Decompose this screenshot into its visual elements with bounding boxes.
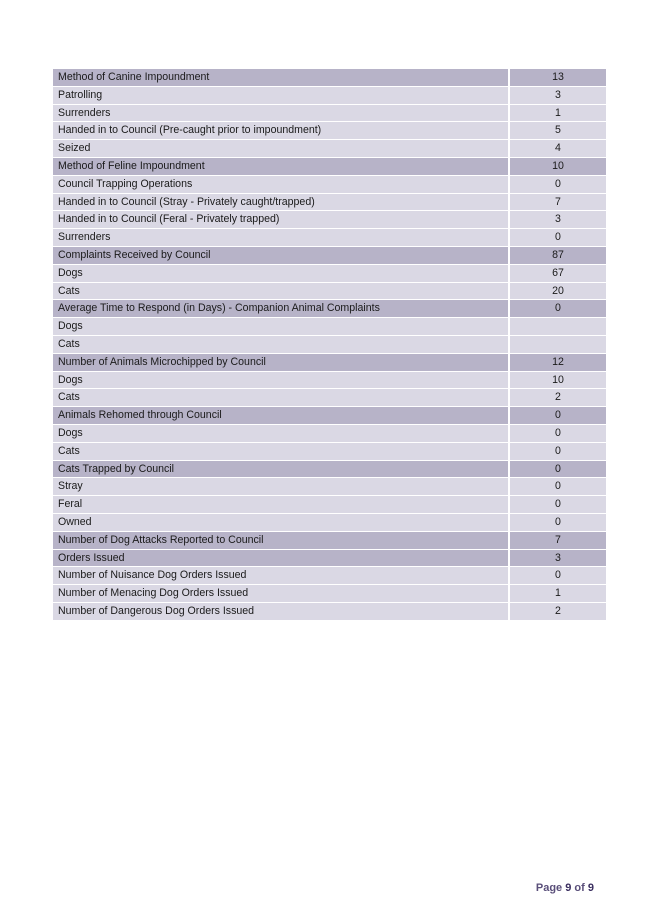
- row-label: Method of Feline Impoundment: [53, 157, 509, 175]
- page-word: Page: [535, 882, 563, 894]
- table-row: [53, 122, 606, 140]
- row-label: Number of Dog Attacks Reported to Council: [53, 531, 509, 549]
- of-word: of: [574, 882, 585, 894]
- section-header-row: [53, 157, 606, 175]
- table-row: [53, 371, 606, 389]
- row-label: Average Time to Respond (in Days) - Companion Animal Complaints: [53, 300, 509, 318]
- section-header-row: [53, 69, 606, 86]
- row-value: 0: [509, 513, 606, 531]
- page-number: [536, 882, 594, 894]
- table-row: [53, 282, 606, 300]
- row-value: 20: [509, 282, 606, 300]
- page-current: 9: [565, 882, 572, 894]
- row-label: Handed in to Council (Pre-caught prior to impoundment): [53, 122, 509, 140]
- row-label: Dogs: [53, 264, 509, 282]
- table-row: [53, 442, 606, 460]
- row-value: 0: [509, 496, 606, 514]
- row-value: 7: [509, 193, 606, 211]
- row-value: 3: [509, 86, 606, 104]
- stats-table-body: [53, 69, 606, 620]
- table-row: [53, 567, 606, 585]
- row-label: Seized: [53, 140, 509, 158]
- row-value: 0: [509, 424, 606, 442]
- section-header-row: [53, 246, 606, 264]
- table-row: [53, 140, 606, 158]
- table-row: [53, 478, 606, 496]
- row-value: 1: [509, 104, 606, 122]
- row-value: 10: [509, 157, 606, 175]
- row-label: Dogs: [53, 424, 509, 442]
- companion-animal-stats-table: [53, 69, 606, 621]
- table-row: [53, 104, 606, 122]
- row-value: 3: [509, 211, 606, 229]
- row-value: 0: [509, 567, 606, 585]
- row-label: Cats: [53, 442, 509, 460]
- row-value: [509, 318, 606, 336]
- table-row: [53, 602, 606, 620]
- row-label: Surrenders: [53, 104, 509, 122]
- row-value: 2: [509, 389, 606, 407]
- row-value: 0: [509, 478, 606, 496]
- row-label: Cats: [53, 282, 509, 300]
- table-row: [53, 211, 606, 229]
- section-header-row: [53, 407, 606, 425]
- section-header-row: [53, 549, 606, 567]
- table-row: [53, 264, 606, 282]
- table-row: [53, 585, 606, 603]
- row-label: Number of Dangerous Dog Orders Issued: [53, 602, 509, 620]
- table-row: [53, 193, 606, 211]
- section-header-row: [53, 300, 606, 318]
- table-row: [53, 175, 606, 193]
- table-row: [53, 424, 606, 442]
- row-label: Dogs: [53, 371, 509, 389]
- row-value: 0: [509, 175, 606, 193]
- row-label: Complaints Received by Council: [53, 246, 509, 264]
- row-label: Feral: [53, 496, 509, 514]
- row-value: 7: [509, 531, 606, 549]
- row-value: 87: [509, 246, 606, 264]
- row-label: Handed in to Council (Feral - Privately trapped): [53, 211, 509, 229]
- row-label: Handed in to Council (Stray - Privately caught/trapped): [53, 193, 509, 211]
- section-header-row: [53, 531, 606, 549]
- table-row: [53, 86, 606, 104]
- row-label: Stray: [53, 478, 509, 496]
- row-value: 13: [509, 69, 606, 86]
- row-label: Council Trapping Operations: [53, 175, 509, 193]
- table-row: [53, 318, 606, 336]
- row-label: Cats: [53, 335, 509, 353]
- table-row: [53, 389, 606, 407]
- row-label: Cats: [53, 389, 509, 407]
- row-value: 0: [509, 442, 606, 460]
- table-row: [53, 335, 606, 353]
- row-value: 3: [509, 549, 606, 567]
- section-header-row: [53, 353, 606, 371]
- row-value: [509, 335, 606, 353]
- row-value: 0: [509, 229, 606, 247]
- row-label: Number of Nuisance Dog Orders Issued: [53, 567, 509, 585]
- row-value: 12: [509, 353, 606, 371]
- row-label: Animals Rehomed through Council: [53, 407, 509, 425]
- row-label: Patrolling: [53, 86, 509, 104]
- row-value: 0: [509, 460, 606, 478]
- table-row: [53, 513, 606, 531]
- section-header-row: [53, 460, 606, 478]
- row-label: Number of Menacing Dog Orders Issued: [53, 585, 509, 603]
- row-label: Orders Issued: [53, 549, 509, 567]
- row-label: Number of Animals Microchipped by Council: [53, 353, 509, 371]
- row-label: Dogs: [53, 318, 509, 336]
- row-value: 10: [509, 371, 606, 389]
- row-value: 4: [509, 140, 606, 158]
- page-total: 9: [587, 882, 594, 894]
- row-value: 5: [509, 122, 606, 140]
- row-value: 0: [509, 407, 606, 425]
- table-row: [53, 229, 606, 247]
- row-label: Method of Canine Impoundment: [53, 69, 509, 86]
- row-value: 67: [509, 264, 606, 282]
- row-label: Cats Trapped by Council: [53, 460, 509, 478]
- table-row: [53, 496, 606, 514]
- row-label: Surrenders: [53, 229, 509, 247]
- row-value: 2: [509, 602, 606, 620]
- row-value: 1: [509, 585, 606, 603]
- row-label: Owned: [53, 513, 509, 531]
- row-value: 0: [509, 300, 606, 318]
